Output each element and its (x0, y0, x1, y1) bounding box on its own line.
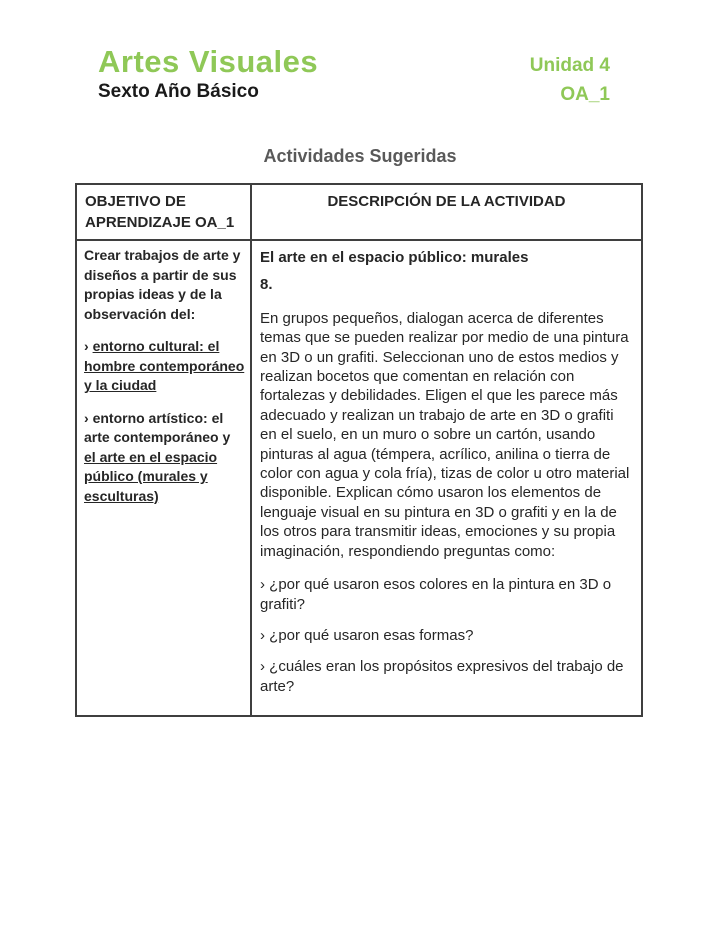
objective-column-header: OBJETIVO DE APRENDIZAJE OA_1 (76, 184, 251, 240)
unit-header (530, 51, 610, 109)
activity-cell (251, 240, 642, 716)
activity-question-2: › ¿por qué usaron esas formas? (260, 626, 474, 644)
bullet-marker: › (84, 409, 89, 426)
oa-label: OA_1 (560, 84, 610, 105)
activity-number: 8. (260, 276, 273, 294)
objective-intro: Crear trabajos de arte y diseños a partir de sus propias ideas y de la observación del: (84, 247, 241, 322)
description-column-header: DESCRIPCIÓN DE LA ACTIVIDAD (251, 184, 642, 240)
bullet-plain-text: entorno artístico: el arte contemporáneo y (84, 409, 231, 445)
table-body-row (76, 240, 642, 716)
section-title: Actividades Sugeridas (263, 146, 457, 166)
objective-cell (76, 240, 251, 716)
document-header (98, 44, 318, 104)
objective-bullet-1 (84, 337, 245, 396)
activity-question-1: › ¿por qué usaron esos colores en la pintura en 3D o grafiti? (260, 576, 612, 613)
grade-subtitle: Sexto Año Básico (98, 81, 259, 102)
unit-label: Unidad 4 (529, 55, 610, 76)
activity-question-3: › ¿cuáles eran los propósitos expresivos del trabajo de arte? (260, 658, 624, 695)
bullet-marker: › (84, 338, 89, 354)
activity-body: En grupos pequeños, dialogan acerca de diferentes temas que se pueden realizar por medio de una pintura en 3D o un grafiti. Seleccionan uno de estos medios y realizan bocetos que comentan en relación con fortalezas y debilidades. Eligen el que les parece más adecuado y realizan un trabajo de arte en 3D o grafiti en el suelo, en un muro o sobre un cartón, usando pinturas al agua (témpera, acrílico, anilina o tierra de color con agua y cola fría), tizas de color u otro material disponible. Explican cómo usaron los elementos de lenguaje visual en su pintura en 3D o grafiti y en la de los otros para transmitir ideas, emociones y su propia imaginación, respondiendo preguntas como: (260, 309, 630, 560)
activity-title: El arte en el espacio público: murales (260, 249, 529, 266)
objective-bullet-2 (84, 409, 245, 507)
activities-table (75, 183, 643, 717)
bullet-underlined-text: el arte en el espacio público (murales y esculturas) (84, 448, 218, 504)
bullet-underlined-text: entorno cultural: el hombre contemporáneo y la ciudad (84, 338, 245, 393)
course-title: Artes Visuales (98, 44, 319, 79)
table-header-row (76, 184, 642, 240)
